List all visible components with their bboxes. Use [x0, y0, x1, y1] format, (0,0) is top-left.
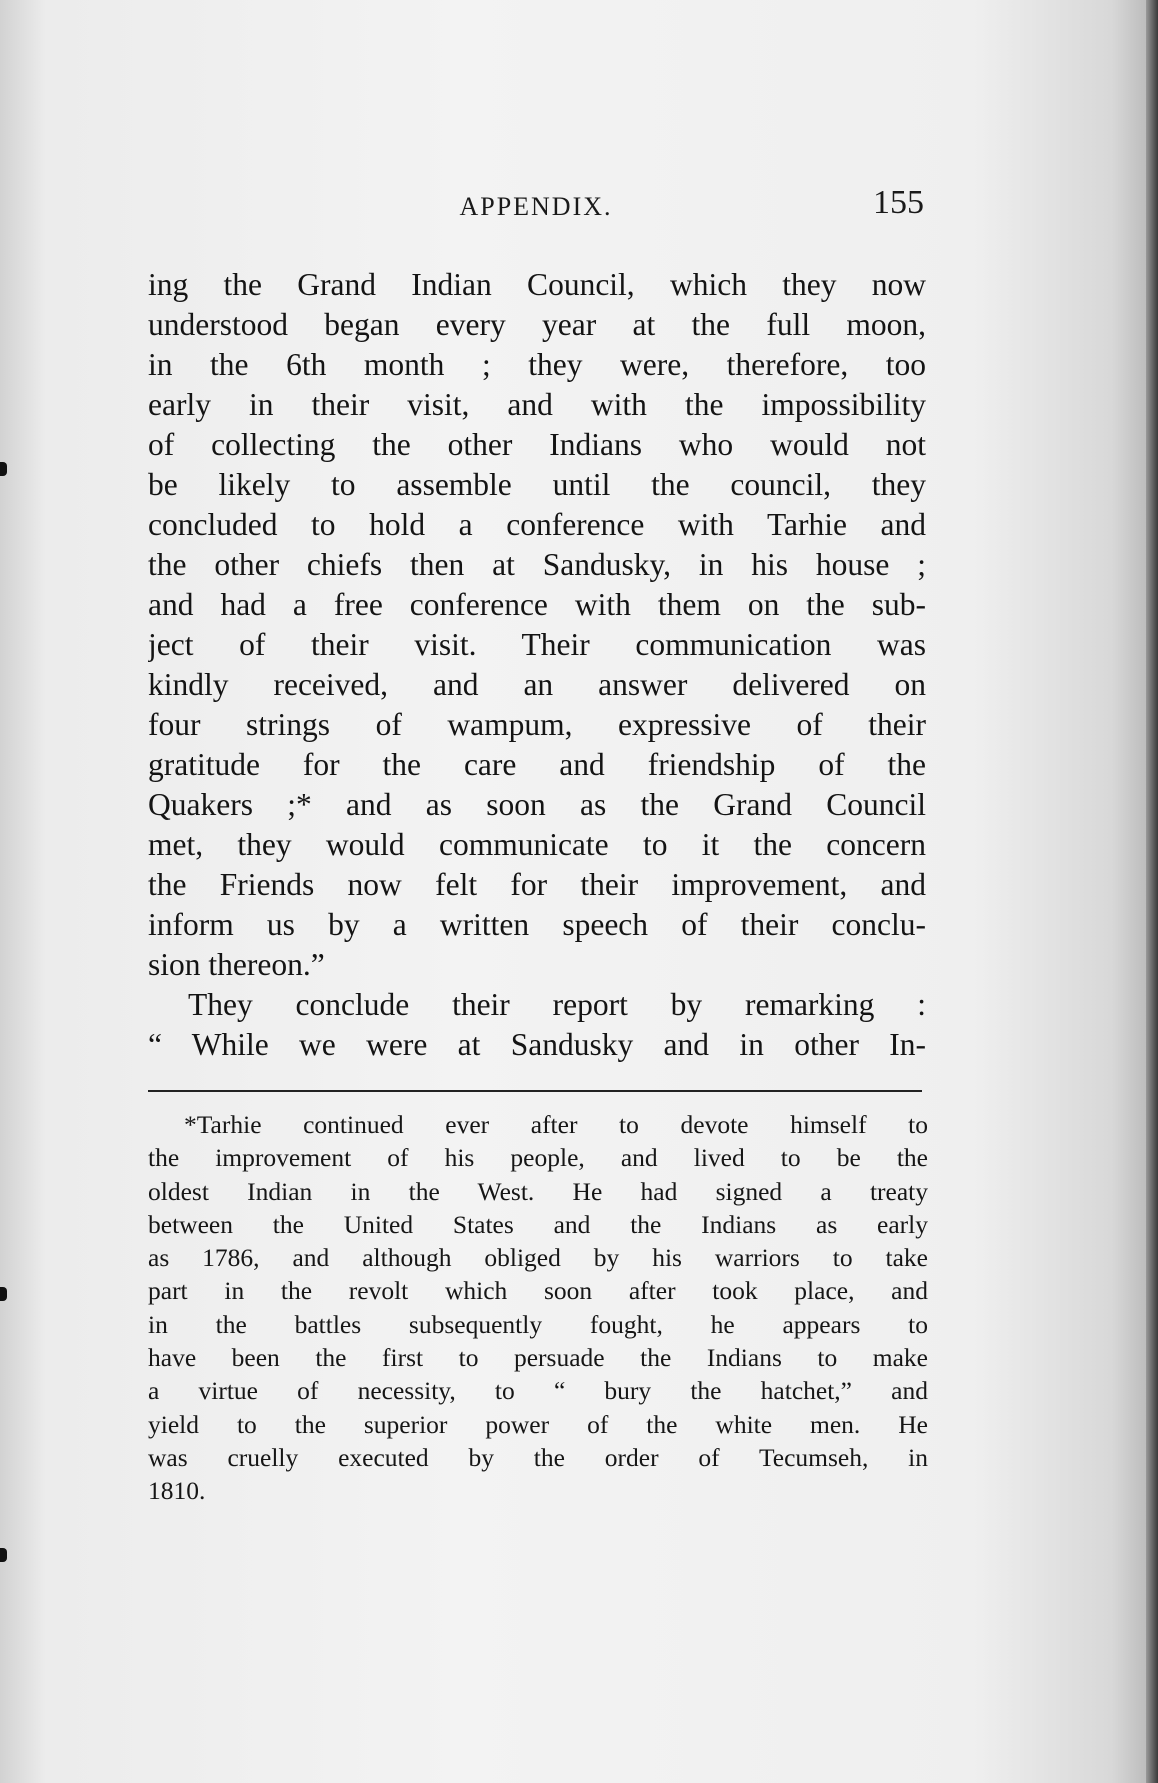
footnote-line: 1810.	[148, 1476, 206, 1506]
body-line: Quakers ;* and as soon as the Grand Council	[148, 787, 926, 822]
footnote-line: oldest Indian in the West. He had signed a treaty	[148, 1176, 928, 1206]
running-head: APPENDIX.	[459, 192, 613, 221]
body-line: They conclude their report by remarking :	[188, 987, 926, 1022]
body-text	[148, 265, 926, 1065]
footnote-line: a virtue of necessity, to “ bury the hatchet,” and	[148, 1376, 928, 1406]
footnote-line: part in the revolt which soon after took place, and	[148, 1276, 928, 1306]
body-line: in the 6th month ; they were, therefore, too	[148, 347, 926, 382]
footnote-line: between the United States and the Indians as early	[148, 1209, 928, 1239]
binding-mark	[0, 1548, 7, 1562]
body-line: four strings of wampum, expressive of their	[148, 707, 926, 742]
body-line: inform us by a written speech of their conclu-	[148, 907, 926, 942]
page-number: 155	[873, 184, 924, 221]
binding-mark	[0, 462, 7, 476]
footnote-line: was cruelly executed by the order of Tecumseh, in	[148, 1442, 928, 1472]
body-line: sion thereon.”	[148, 947, 325, 982]
body-line: understood began every year at the full moon,	[148, 307, 926, 342]
footnote-line: in the battles subsequently fought, he appears to	[148, 1309, 928, 1339]
footnote	[148, 1108, 928, 1508]
footnote-line: the improvement of his people, and lived to be the	[148, 1143, 928, 1173]
body-line: kindly received, and an answer delivered on	[148, 667, 926, 702]
page-edge-shadow	[1146, 0, 1158, 1783]
body-line: “ While we were at Sandusky and in other In-	[148, 1027, 926, 1062]
body-line: concluded to hold a conference with Tarhie and	[148, 507, 926, 542]
body-line: be likely to assemble until the council, they	[148, 467, 926, 502]
body-line: early in their visit, and with the impossibility	[148, 387, 926, 422]
footnote-divider	[148, 1090, 922, 1092]
body-line: ing the Grand Indian Council, which they now	[148, 267, 926, 302]
body-line: the Friends now felt for their improvement, and	[148, 867, 926, 902]
binding-mark	[0, 1287, 7, 1301]
body-line: gratitude for the care and friendship of the	[148, 747, 926, 782]
body-line: the other chiefs then at Sandusky, in his house ;	[148, 547, 926, 582]
body-line: met, they would communicate to it the concern	[148, 827, 926, 862]
page-header	[148, 184, 924, 228]
footnote-line: have been the first to persuade the Indians to make	[148, 1343, 928, 1373]
footnote-line: yield to the superior power of the white men. He	[148, 1409, 928, 1439]
body-line: and had a free conference with them on the sub-	[148, 587, 926, 622]
body-line: ject of their visit. Their communication was	[148, 627, 926, 662]
footnote-line: *Tarhie continued ever after to devote himself to	[184, 1110, 928, 1139]
body-line: of collecting the other Indians who would not	[148, 427, 926, 462]
footnote-line: as 1786, and although obliged by his warriors to take	[148, 1243, 928, 1273]
